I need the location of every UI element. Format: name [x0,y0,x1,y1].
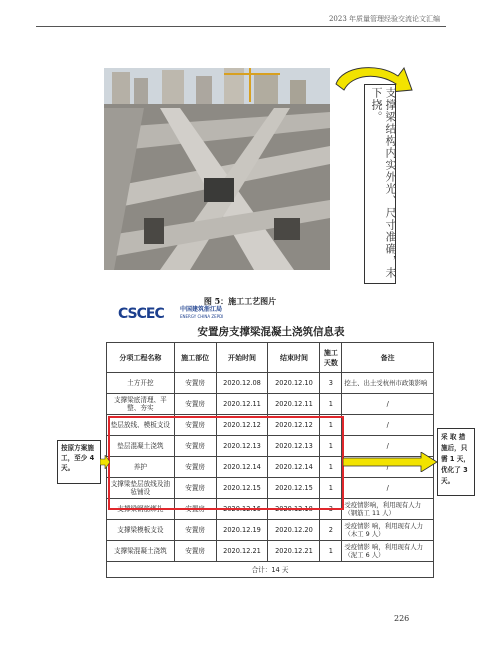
cell-days: 1 [320,415,342,436]
header-start: 开始时间 [216,343,268,373]
cell-days: 2 [320,520,342,541]
cell-part: 安置房 [174,541,216,562]
cell-end: 2020.12.21 [268,541,320,562]
cell-days: 3 [320,373,342,394]
cell-days: 3 [320,499,342,520]
svg-text:CSCEC: CSCEC [118,306,164,321]
cell-start: 2020.12.15 [216,478,268,499]
header-days: 施工天数 [320,343,342,373]
table-header-row [107,343,434,373]
table-row [107,541,434,562]
cell-days: 1 [320,457,342,478]
cell-days: 1 [320,436,342,457]
cell-end: 2020.12.20 [268,520,320,541]
header-note: 备注 [342,343,434,373]
photo-annotation-box [364,84,396,284]
cell-start: 2020.12.11 [216,394,268,415]
cell-end: 2020.12.12 [268,415,320,436]
logo-en-text: ENERGY CHINA ZEPDI [180,314,224,319]
cell-note: 受疫情影 响，利用现有人力（木工 9 人） [342,520,434,541]
cell-start: 2020.12.08 [216,373,268,394]
cell-item: 养护 [107,457,175,478]
cell-start: 2020.12.13 [216,436,268,457]
cell-item: 土方开挖 [107,373,175,394]
cell-item: 支撑梁模板支设 [107,520,175,541]
company-logo [118,305,223,321]
cell-start: 2020.12.14 [216,457,268,478]
cell-note: / [342,415,434,436]
cell-end: 2020.12.15 [268,478,320,499]
cell-item: 支撑梁垫层放线及油毡铺设 [107,478,175,499]
cell-item: 支撑梁底清理、平整、夯实 [107,394,175,415]
cell-start: 2020.12.16 [216,499,268,520]
cell-days: 1 [320,478,342,499]
cell-note: / [342,478,434,499]
arrow-right-small-icon [100,455,110,469]
cell-end: 2020.12.18 [268,499,320,520]
cell-end: 2020.12.13 [268,436,320,457]
page-number: 226 [394,614,410,623]
cell-part: 安置房 [174,415,216,436]
cell-part: 安置房 [174,457,216,478]
left-callout: 按原方案施工，至少 4 天。 [57,440,101,484]
cell-note: 受疫情影响，利用现有人力（钢筋工 11 人） [342,499,434,520]
cell-note: 受疫情影 响，利用现有人力（泥工 6 人） [342,541,434,562]
cell-part: 安置房 [174,520,216,541]
table-row [107,373,434,394]
cell-note: / [342,457,434,478]
cell-part: 安置房 [174,394,216,415]
figure-caption: 图 5：施工工艺图片 [203,296,277,306]
table-row [107,394,434,415]
table-row [107,520,434,541]
page-header: 2023 年质量管理经验交流论文汇编 [328,15,440,23]
header-item: 分项工程名称 [107,343,175,373]
cell-note: 挖土、出土受杭州市政策影响 [342,373,434,394]
cell-item: 支撑梁混凝土浇筑 [107,541,175,562]
cell-item: 支撑梁钢筋绑扎 [107,499,175,520]
logo-cn-text: 中国建筑浙江局 [180,306,223,313]
cell-start: 2020.12.21 [216,541,268,562]
table-row [107,499,434,520]
table-row [107,478,434,499]
right-callout: 采 取 措施后，只需 1 天，优化了 3 天。 [437,428,475,496]
cell-part: 安置房 [174,436,216,457]
table-title: 安置房支撑梁混凝土浇筑信息表 [197,326,345,338]
table-total: 合计：14 天 [107,562,434,578]
cell-end: 2020.12.14 [268,457,320,478]
arrow-right-icon [343,452,437,472]
cscec-logo-icon [118,305,178,321]
cell-start: 2020.12.19 [216,520,268,541]
cell-days: 1 [320,394,342,415]
table-total-row [107,562,434,578]
cell-part: 安置房 [174,373,216,394]
cell-note: / [342,436,434,457]
header-part: 施工部位 [174,343,216,373]
cell-end: 2020.12.11 [268,394,320,415]
cell-part: 安置房 [174,478,216,499]
table-row [107,415,434,436]
construction-photo [104,68,330,270]
cell-part: 安置房 [174,499,216,520]
cell-days: 1 [320,541,342,562]
header-end: 结束时间 [268,343,320,373]
cell-start: 2020.12.12 [216,415,268,436]
cell-item: 垫层放线、模板支设 [107,415,175,436]
cell-note: / [342,394,434,415]
cell-end: 2020.12.10 [268,373,320,394]
photo-annotation-text: 支撑梁结构内实外光、尺寸准确，未下挠。 [370,87,397,279]
cell-item: 垫层混凝土浇筑 [107,436,175,457]
header-rule [36,26,446,27]
